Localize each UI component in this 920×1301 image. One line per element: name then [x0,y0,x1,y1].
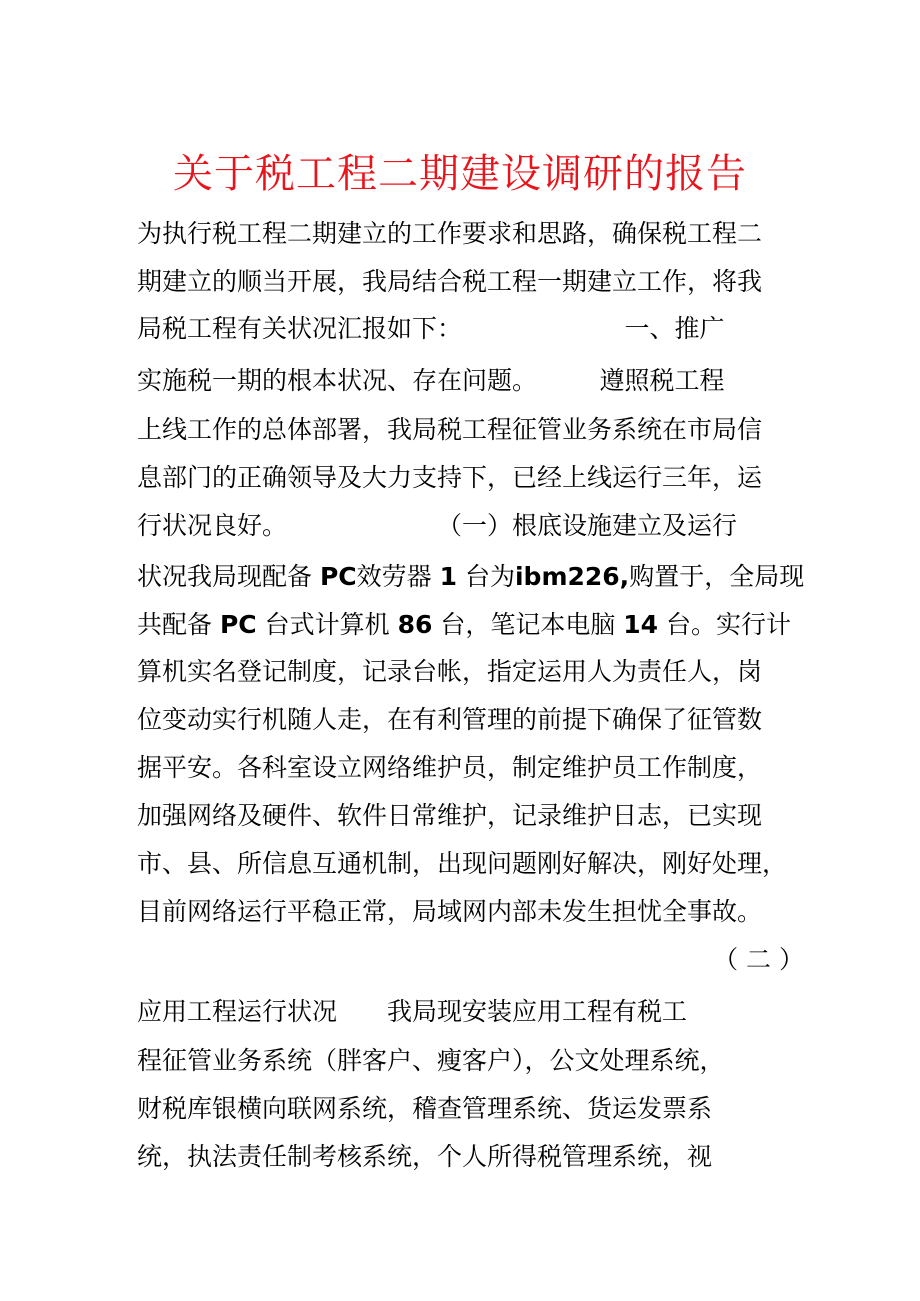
section-marker: （ 二 ） [713,945,804,974]
paragraph-line: 目前网络运行平稳正常，局域网内部未发生担忧全事故。 [137,897,763,926]
bold-term: PC [219,610,257,639]
paragraph-line: 财税库银横向联网系统，稽查管理系统、货运发票系 [137,1094,713,1123]
paragraph-line: 程征管业务系统（胖客户、瘦客户），公文处理系统， [137,1046,725,1075]
bold-term: PC [319,562,357,591]
bold-number: 86 [397,610,433,639]
paragraph-line: 加强网络及硬件、软件日常维护，记录维护日志，已实现 [137,801,763,830]
paragraph-line: 算机实名登记制度，记录台帐，指定运用人为责任人，岗 [137,657,763,686]
bold-number: 1 [439,562,458,591]
paragraph-line: 为执行税工程二期建立的工作要求和思路，确保税工程二 [137,219,763,248]
paragraph-line: 息部门的正确领导及大力支持下，已经上线运行三年，运 [137,463,763,492]
paragraph-line: 据平安。各科室设立网络维护员，制定维护员工作制度， [137,753,763,782]
paragraph-line: 期建立的顺当开展，我局结合税工程一期建立工作，将我 [137,267,763,296]
bold-term: ibm226, [514,562,630,591]
paragraph-line: 位变动实行机随人走，在有利管理的前提下确保了征管数 [137,705,763,734]
paragraph-line: 状况我局现配备 PC效劳器 1 台为ibm226,购置于，全局现 [137,562,805,591]
bold-number: 14 [623,610,659,639]
paragraph-line: 实施税一期的根本状况、存在问题。 遵照税工程 [137,366,725,395]
paragraph-line: 行状况良好。 （一）根底设施建立及运行 [137,511,738,540]
paragraph-line: 上线工作的总体部署，我局税工程征管业务系统在市局信 [137,415,763,444]
paragraph-line: 局税工程有关状况汇报如下： 一、推广 [137,314,725,343]
paragraph-line: 市、县、所信息互通机制，出现问题刚好解决，刚好处理， [137,849,788,878]
document-title: 关于税工程二期建设调研的报告 [173,151,747,197]
paragraph-line: 共配备 PC 台式计算机 86 台，笔记本电脑 14 台。实行计 [137,610,792,639]
paragraph-line: 应用工程运行状况 我局现安装应用工程有税工 [137,997,688,1026]
paragraph-line: 统，执法责任制考核系统，个人所得税管理系统，视 [137,1142,713,1171]
